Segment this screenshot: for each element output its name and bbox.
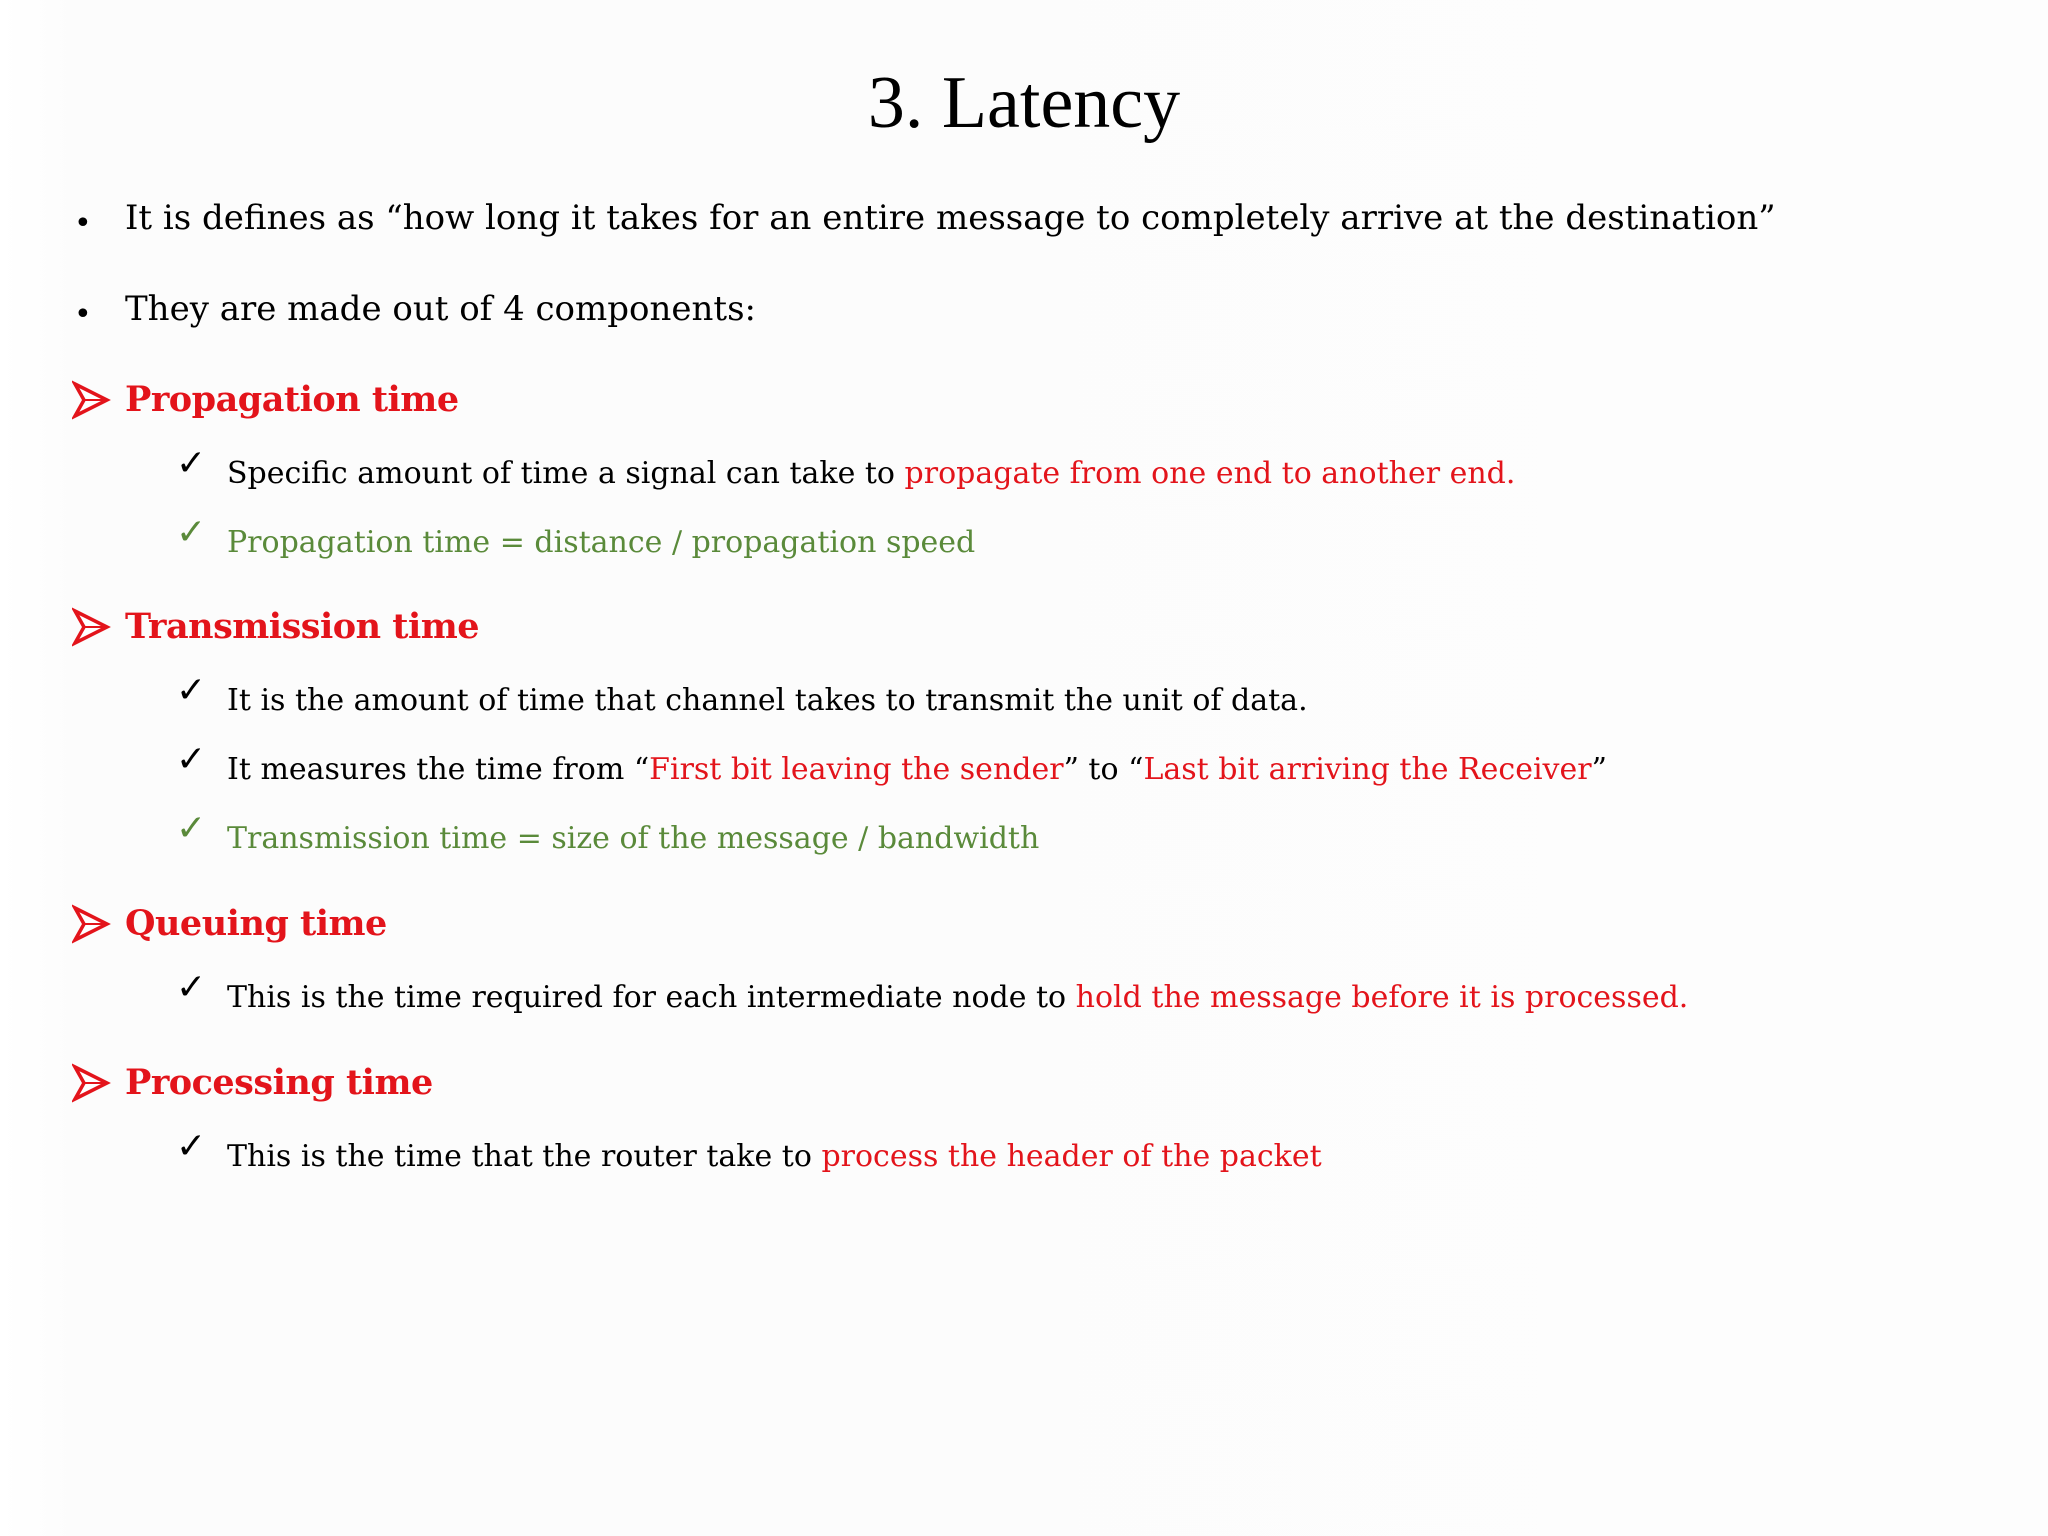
- check-text: This is the time that the router take to process the header of the packet: [227, 1139, 1322, 1174]
- check-text: Specific amount of time a signal can take to propagate from one end to another end.: [227, 456, 1516, 491]
- slide-title: 3. Latency: [867, 62, 1181, 144]
- check-icon: ✓: [176, 1126, 207, 1167]
- check-icon: ✓: [176, 512, 207, 553]
- component-heading-text: Queuing time: [125, 903, 387, 944]
- check-text: This is the time required for each intermediate node to hold the message before it is processed.: [227, 980, 1689, 1015]
- bullet-icon: •: [74, 206, 92, 241]
- arrow-bullet-icon: [72, 1061, 112, 1105]
- component-heading-text: Transmission time: [125, 606, 480, 647]
- arrow-bullet-icon: [72, 902, 112, 946]
- component-heading-text: Processing time: [125, 1062, 433, 1103]
- check-icon: ✓: [176, 443, 207, 484]
- check-icon: ✓: [176, 967, 207, 1008]
- check-text: It is the amount of time that channel takes to transmit the unit of data.: [227, 683, 1308, 718]
- bullet-text: They are made out of 4 components:: [125, 289, 756, 329]
- check-icon: ✓: [176, 670, 207, 711]
- formula-text: Transmission time = size of the message / bandwidth: [227, 821, 1040, 856]
- bullet-icon: •: [74, 297, 92, 332]
- arrow-bullet-icon: [72, 605, 112, 649]
- check-icon: ✓: [176, 808, 207, 849]
- check-icon: ✓: [176, 739, 207, 780]
- arrow-bullet-icon: [72, 378, 112, 422]
- formula-text: Propagation time = distance / propagation speed: [227, 525, 976, 560]
- component-heading-text: Propagation time: [125, 379, 459, 420]
- bullet-text: It is defines as “how long it takes for an entire message to completely arrive at the destination”: [125, 198, 1776, 238]
- check-text: It measures the time from “First bit leaving the sender” to “Last bit arriving the Receiver”: [227, 752, 1607, 787]
